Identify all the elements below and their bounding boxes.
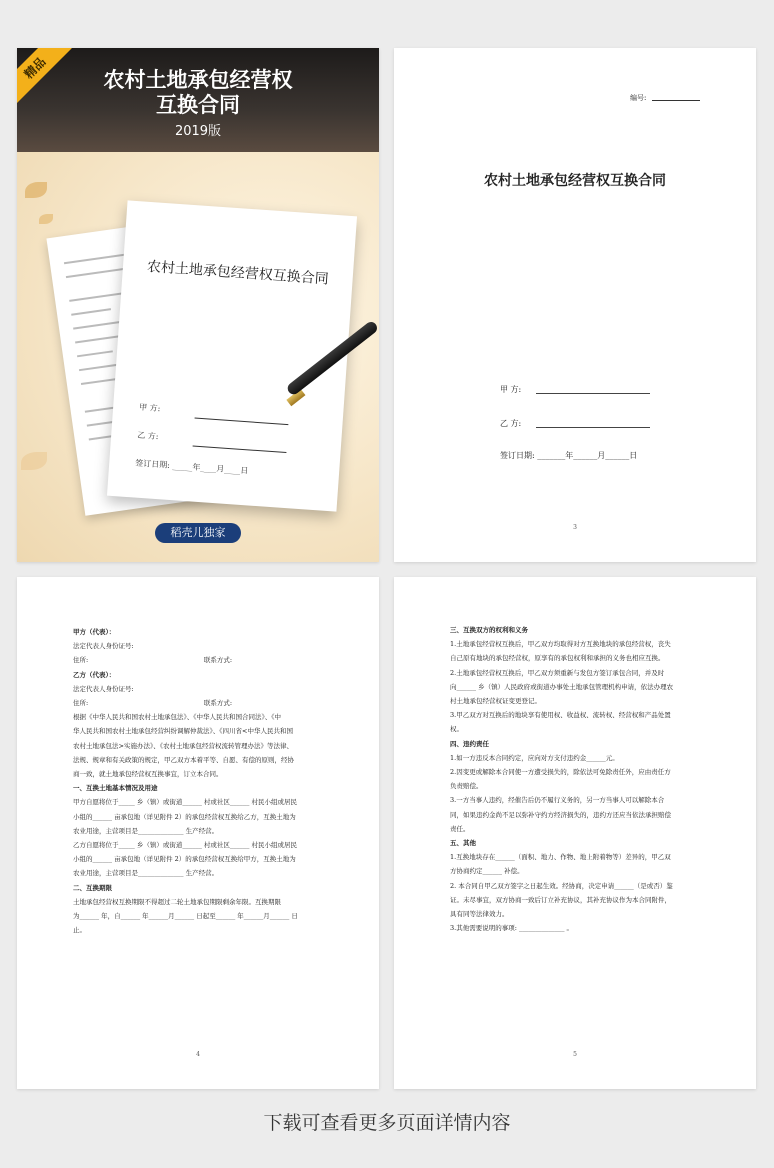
- text-line: 根据《中华人民共和国农村土地承包法》、《中华人民共和国合同法》、《中: [73, 713, 281, 722]
- text-line: 法定代表人身份证号:: [73, 684, 134, 693]
- paper-sign-date: 签订日期: _____年____月____日: [134, 458, 249, 476]
- text-line: 证。未尽事宜，双方协商一致后订立补充协议，其补充协议作为本合同附件，: [450, 895, 671, 904]
- cover-preview[interactable]: [17, 48, 379, 562]
- page3-body: [73, 625, 329, 937]
- cover-title-line2: 互换合同: [156, 92, 240, 117]
- leaf-decoration: [25, 182, 47, 198]
- text-line: 三、互换双方的权利和义务: [450, 626, 528, 634]
- page-number: 5: [573, 1051, 577, 1058]
- text-line: 农业用途，主营项目是______________ 生产经营。: [73, 826, 219, 835]
- page-preview-3[interactable]: [17, 577, 379, 1089]
- text-line: 2. 本合同自甲乙双方签字之日起生效。经协商，决定申请______（是或否）鉴: [450, 881, 673, 890]
- text-line: 2.因变更或解除本合同使一方遭受损失的，除依法可免除责任外，应由责任方: [450, 768, 671, 777]
- party-b-underline: [193, 445, 287, 453]
- party-a-underline: [536, 393, 650, 394]
- text-line: 小组的______ 亩承包地（详见附件 2）的承包经营权互换给乙方，互换土地为: [73, 812, 296, 821]
- page-number: 3: [573, 524, 577, 531]
- text-line: 乙方（代表）：: [73, 670, 116, 679]
- text-line: 1.土地承包经营权互换后，甲乙双方均取得对方互换地块的承包经营权，丧失: [450, 640, 671, 649]
- contract-title: 农村土地承包经营权互换合同: [484, 173, 666, 189]
- text-line: 土地承包经营权互换期限不得超过二轮土地承包期限剩余年限。互换期限: [73, 897, 281, 906]
- party-b-label: 乙 方:: [500, 419, 522, 428]
- brand-badge: 稻壳儿独家: [155, 523, 241, 543]
- party-a-label: 甲 方:: [500, 385, 522, 394]
- front-paper: [107, 200, 357, 511]
- text-line: 1.互换地块存在______（面积、地力、作物、地上附着物等）差异的，甲乙双: [450, 853, 671, 862]
- text-line: 法定代表人身份证号:: [73, 642, 134, 651]
- footer-caption: 下载可查看更多页面详情内容: [263, 1112, 511, 1134]
- text-line: 向______ 乡（镇）人民政府或街道办事处土地承包管理机构申请，依法办理农: [450, 682, 674, 691]
- text-line: 二、互换期限: [73, 883, 112, 892]
- sign-date-label: 签订日期: _______年______月______日: [500, 451, 638, 460]
- text-line: 农村土地承包法>实施办法》、《农村土地承包经营权流转管理办法》等法律、: [73, 741, 293, 750]
- text-line: 责任。: [450, 824, 470, 833]
- text-line: 自己原有地块的承包经营权，原享有的承包权利和承担的义务也相应互换。: [450, 654, 665, 663]
- text-line: 方协商约定______ 补偿。: [450, 867, 524, 876]
- text-line: 3.其他需要说明的事项: ______________ 。: [450, 924, 574, 933]
- paper-party-a: 甲 方:: [138, 402, 161, 414]
- text-line: 华人民共和国农村土地承包经营纠纷调解仲裁法》、《四川省<中华人民共和国: [73, 727, 293, 736]
- party-b-underline: [536, 427, 650, 428]
- cover-title-line1: 农村土地承包经营权: [103, 67, 293, 92]
- text-line: 一、互换土地基本情况及用途: [73, 784, 158, 793]
- text-line: 负责赔偿。: [450, 782, 483, 791]
- text-line: 五、其他: [450, 839, 476, 848]
- text-line: 商一致，就土地承包经营权互换事宜，订立本合同。: [73, 770, 223, 779]
- text-line: 止。: [73, 926, 86, 935]
- premium-ribbon: 精品: [17, 48, 72, 105]
- contract-number-underline: [652, 100, 700, 101]
- leaf-decoration: [21, 452, 47, 470]
- text-line: 四、违约责任: [450, 739, 489, 748]
- text-line: 法规、规章和有关政策的规定，甲乙双方本着平等、自愿、有偿的原则，经协: [73, 755, 294, 764]
- text-line: 为______ 年，自______ 年______月______ 日起至______ 年______月______ 日: [73, 912, 298, 921]
- text-line: 乙方自愿将位于_____ 乡（镇）或街道______ 村或社区______ 村民小组或居民: [73, 841, 297, 850]
- text-line: 3.一方当事人违约，经催告后仍不履行义务的，另一方当事人可以解除本合: [450, 796, 665, 805]
- text-line: 住所: 联系方式:: [73, 656, 233, 665]
- text-line: 小组的______ 亩承包地（详见附件 2）的承包经营权互换给甲方，互换土地为: [73, 855, 296, 864]
- text-line: 甲方（代表）：: [73, 628, 116, 636]
- page-number: 4: [196, 1051, 200, 1058]
- text-line: 1.如一方违反本合同约定，应向对方支付违约金______元。: [450, 753, 619, 762]
- leaf-decoration: [39, 214, 53, 224]
- paper-party-b: 乙 方:: [136, 430, 159, 442]
- page4-body: [450, 623, 706, 935]
- text-line: 村土地承包经营权证变更登记。: [450, 697, 541, 706]
- text-line: 具有同等法律效力。: [450, 910, 509, 919]
- text-line: 权。: [450, 725, 463, 734]
- text-line: 住所: 联系方式:: [73, 699, 233, 708]
- contract-number-label: 编号:: [630, 94, 647, 102]
- text-line: 农业用途，主营项目是______________ 生产经营。: [73, 869, 219, 878]
- page-preview-2[interactable]: [394, 48, 756, 562]
- paper-title: 农村土地承包经营权互换合同: [146, 258, 330, 288]
- cover-year: 2019版: [174, 124, 222, 139]
- text-line: 3.甲乙双方对互换后的地块享有使用权、收益权、流转权、经营权和产品处置: [450, 711, 671, 720]
- text-line: 2.土地承包经营权互换后，甲乙双方须重新与发包方签订承包合同，并及时: [450, 668, 665, 677]
- party-a-underline: [195, 418, 289, 426]
- page-preview-4[interactable]: [394, 577, 756, 1089]
- text-line: 甲方自愿将位于_____ 乡（镇）或街道______ 村或社区______ 村民小组或居民: [73, 798, 297, 807]
- text-line: 同，如果违约金尚不足以弥补守约方经济损失的，违约方还应当依法承担赔偿: [450, 810, 671, 819]
